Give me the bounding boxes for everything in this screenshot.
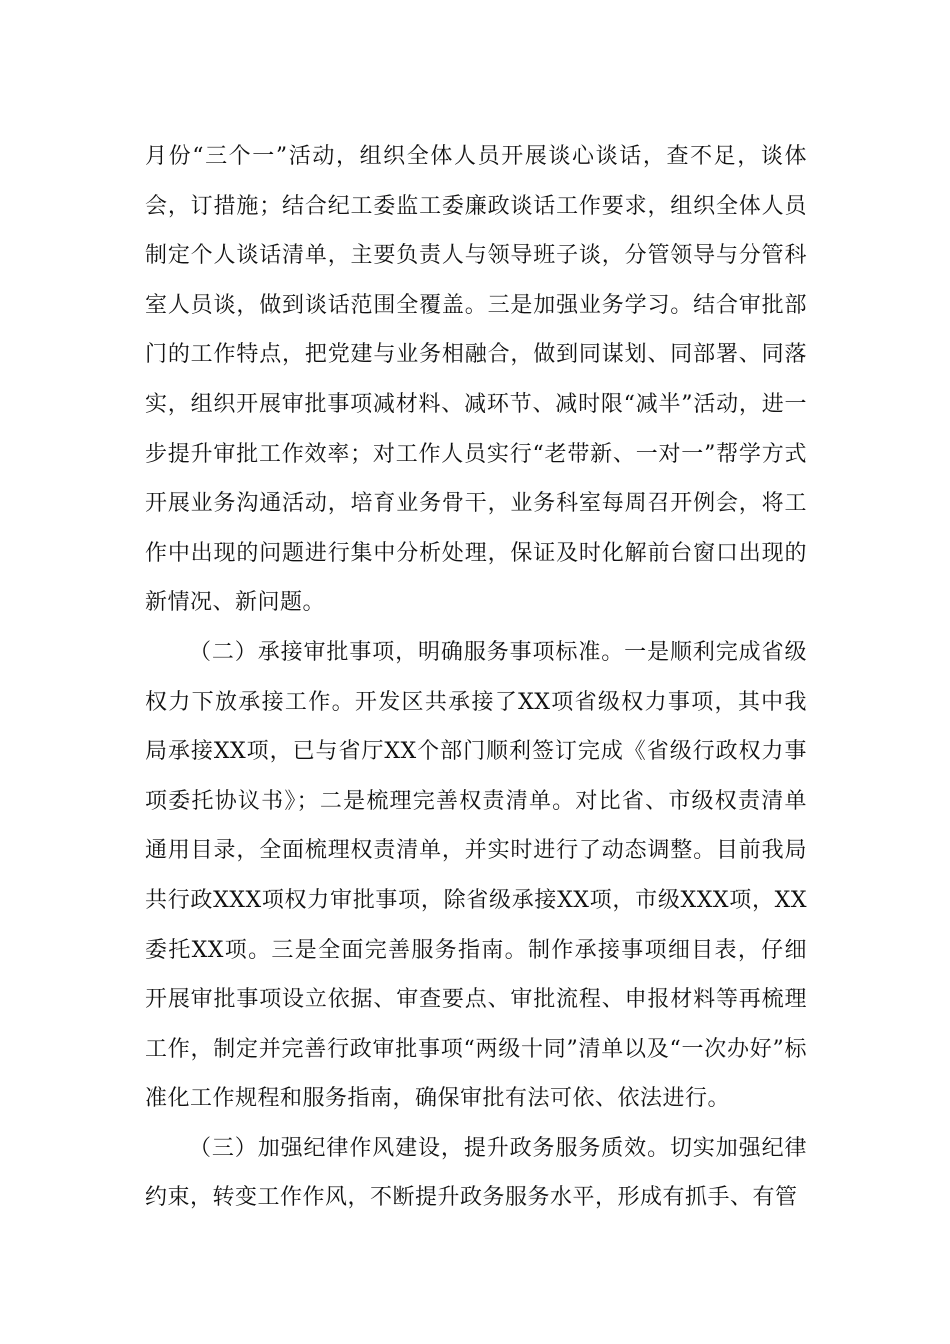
- paragraph-continuation: 月份“三个一”活动，组织全体人员开展谈心谈话，查不足，谈体会，订措施；结合纪工委监工委廉政谈话工作要求，组织全体人员制定个人谈话清单，主要负责人与领导班子谈，分管领导与分管科室人员谈，做到谈话范围全覆盖。三是加强业务学习。结合审批部门的工作特点，把党建与业务相融合，做到同谋划、同部署、同落实，组织开展审批事项减材料、减环节、减时限“减半”活动，进一步提升审批工作效率；对工作人员实行“老带新、一对一”帮学方式开展业务沟通活动，培育业务骨干，业务科室每周召开例会，将工作中出现的问题进行集中分析处理，保证及时化解前台窗口出现的新情况、新问题。: [145, 144, 807, 616]
- paragraph-section-two: （二）承接审批事项，明确服务事项标准。一是顺利完成省级权力下放承接工作。开发区共承接了XX项省级权力事项，其中我局承接XX项，已与省厅XX个部门顺利签订完成《省级行政权力事项委托协议书》；二是梳理完善权责清单。对比省、市级权责清单通用目录，全面梳理权责清单，并实时进行了动态调整。目前我局共行政XXX项权力审批事项，除省级承接XX项，市级XXX项，XX委托XX项。三是全面完善服务指南。制作承接事项细目表，仔细开展审批事项设立依据、审查要点、审批流程、申报材料等再梳理工作，制定并完善行政审批事项“两级十同”清单以及“一次办好”标准化工作规程和服务指南，确保审批有法可依、依法进行。: [145, 639, 807, 1112]
- document-body: [145, 132, 807, 1223]
- paragraph-section-three: （三）加强纪律作风建设，提升政务服务质效。切实加强纪律约束，转变工作作风，不断提升政务服务水平，形成有抓手、有管: [145, 1135, 807, 1211]
